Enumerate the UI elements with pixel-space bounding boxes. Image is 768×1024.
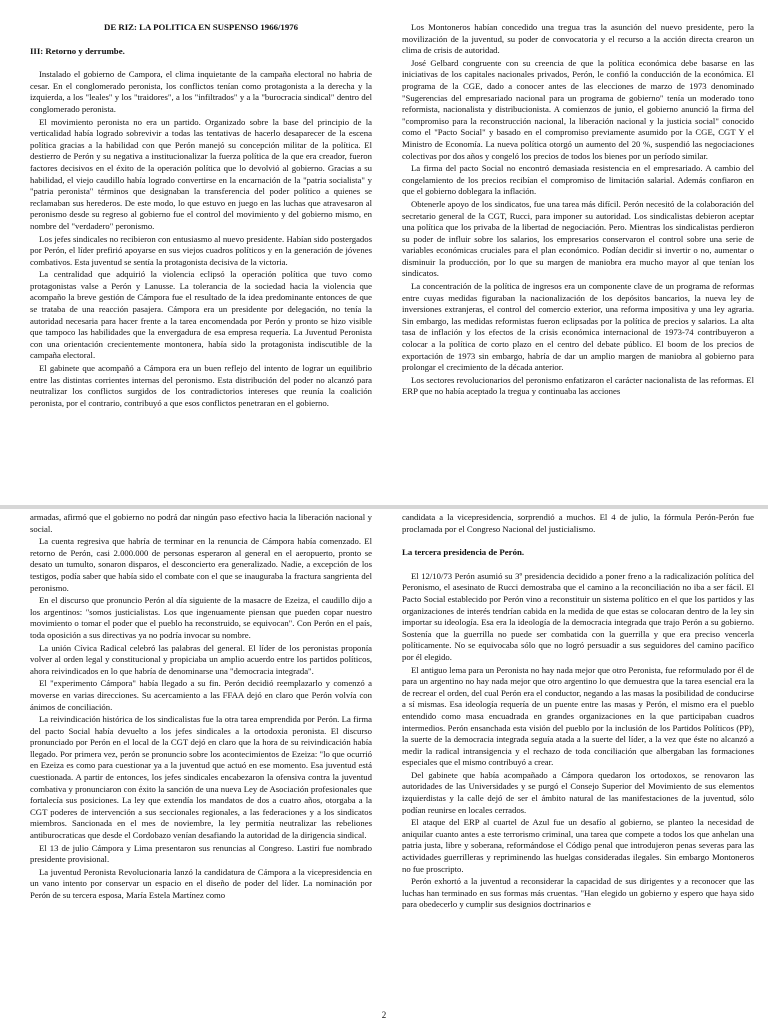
bottom-spread <box>0 508 768 1008</box>
top-left-column <box>0 0 380 506</box>
bottom-left-column <box>0 508 380 1008</box>
section-heading-tercera-presidencia: La tercera presidencia de Perón. <box>402 547 525 558</box>
top-spread <box>0 0 768 506</box>
paragraph: Perón exhortó a la juventud a reconsiderar la capacidad de sus dirigentes y a reconocer que las luchas han terminado en sus formas más cruentas. "Han elegido un gobierno y espero que haya sido para obedecerlo y cumplir sus designios doctrinarios e <box>402 876 754 910</box>
document-title: DE RIZ: LA POLITICA EN SUSPENSO 1966/1976 <box>103 22 299 32</box>
top-right-column <box>388 0 768 506</box>
paragraph: La reivindicación histórica de los sindicalistas fue la otra tarea emprendida por Perón. La firma del pacto Social había devuelto a los jefes sindicales a la ortodoxia peronista. El discurso pronunciado por Perón en el local de la CGT dejó en claro que la hora de su reivindicación había llegado. Por primera vez, perón se pronuncio sobre los acontecimientos de Ezeiza: "lo que ocurrió en Ezeiza es como para cuestionar ya a la juventud que actuó en ese momento. Esa juventud está cuestionada. A partir de entonces, los jefes sindicales encabezaron la ofensiva contra la juventud combativa y pronunciaron con éxito la sanción de una nueva Ley de Asociación profesionales que fortalecía sus posiciones. La ley que extendía los mandatos de dos a cuatro años, otorgaba a la CGT poderes de intervención a sus seccionales regionales, a las federaciones y a los sindicatos miembros. Sancionada en el mes de noviembre, la ley permitía neutralizar las rebeliones antiburocraticas que desde el Cordobazo venían desafiando la autoridad de la dirigencia sindical. <box>30 714 372 841</box>
paragraph: candidata a la vicepresidencia, sorprendió a muchos. El 4 de julio, la fórmula Perón-Perón fue proclamada por el Congreso Nacional del justicialismo. <box>402 512 754 534</box>
paragraph: El gabinete que acompañó a Cámpora era un buen reflejo del intento de lograr un equilibrio entre las distintas corrientes internas del peronismo. Esta distribución del poder no alcanzó para neutralizar los conflictos surgidos de los contradictorios intereses que reunía la coalición peronista, por el contrario, contribuyó a que esos conflictos penetraran en el gobierno. <box>30 363 372 408</box>
page-number: 2 <box>381 1010 387 1020</box>
paragraph: La centralidad que adquirió la violencia eclipsó la operación política que tuvo como protagonistas valse a Perón y Lanusse. La tolerancia de la sociedad hacia la violencia que acompaño la breve gestión de Cámpora fue el resultado de la idea predominante entonces de que se trataba de una reacción pasajera. Cámpora era un presidente por delegación, no tenía la autoridad necesaria para hacer frente a la tarea encomendada por Perón y pronto se hizo visible que tampoco las habilidades que la envergadura de esa empresa requería. La Juventud Peronista con una orientación crecientemente montonera, había sido la protagonista indiscutible de la campaña electoral. <box>30 269 372 361</box>
paragraph: El movimiento peronista no era un partido. Organizado sobre la base del principio de la verticalidad había logrado sobrevivir a todas las tentativas de hacerlo desaparecer de la escena política gracias a la habilidad con que Perón manejó su concepción militar de la política. El destierro de Perón y su negativa a institucionalizar la fuerza política de la que era creador, fueron factores decisivos en el éxito de la operación política que lo devolvió al gobierno. Gracias a su habilidad, el viejo caudillo había logrado convertirse en la encarnación de la "patria socialista" y "patria peronista" términos que designaban la transferencia del poder político a quienes se reclamaban sus herederos. De este modo, lo que estuvo en juego en las luchas que atravesaron al peronismo desde su regreso al gobierno fue el control del movimiento y del gobierno mismo, en nombre del "verdadero" peronismo. <box>30 116 372 231</box>
paragraph: El ataque del ERP al cuartel de Azul fue un desafío al gobierno, se planteo la necesidad de aniquilar cuanto antes a este terrorismo criminal, una tarea que compete a todos los que anhelan una patria justa, libre y soberana, reformándose el Código penal que introdujeron penas severas para las actividades guerrilleras y repriminendo las huelgas consideradas ilegales. Sin embargo Montoneros no fue proscripto. <box>402 817 754 874</box>
paragraph: armadas, afirmó que el gobierno no podrá dar ningún paso efectivo hacia la liberación nacional y social. <box>30 512 372 534</box>
section-heading-retorno: III: Retorno y derrumbe. <box>30 45 125 56</box>
paragraph: La cuenta regresiva que habría de terminar en la renuncia de Cámpora había comenzado. El retorno de Perón, casi 2.000.000 de personas esperaron al general en el aeropuerto, pronto se desato un tumulto, sonaron disparos, el desconcierto era generalizado. Nadie, a excepción de los testigos, podía saber que había sido el combate con el que se inauguraba la fractura sangrienta del peronismo. <box>30 536 372 593</box>
paragraph: La firma del pacto Social no encontró demasiada resistencia en el empresariado. A cambio del congelamiento de los precios recibían el compromiso de limitación salarial. Además confiaron en que el gobierno doblegara la inflación. <box>402 163 754 197</box>
paragraph: Los jefes sindicales no recibieron con entusiasmo al nuevo presidente. Habían sido postergados por Perón, el líder prefirió apoyarse en sus viejos cuadros políticos y en la generación de jóvenes combativos. Esta juventud se sentía la protagonista decisiva de la victoria. <box>30 233 372 267</box>
paragraph: El 13 de julio Cámpora y Lima presentaron sus renuncias al Congreso. Lastiri fue nombrado presidente provisional. <box>30 842 372 865</box>
paragraph: La unión Cívica Radical celebró las palabras del general. El líder de los peronistas proponía volver al orden legal y constitucional y propiciaba un amplio acuerdo entre los partidos políticos, ahora reivindicados en lo que habría de denominarse una "democracia integrada". <box>30 642 372 676</box>
paragraph: Los sectores revolucionarios del peronismo enfatizaron el carácter nacionalista de las reformas. El ERP que no había aceptado la tregua y continuaba las acciones <box>402 374 754 397</box>
paragraph: La juventud Peronista Revolucionaria lanzó la candidatura de Cámpora a la vicepresidencia en un vano intento por conservar un espacio en el diseño de poder del líder. La nominación por Perón de su tercera esposa, María Estela Martínez como <box>30 866 372 900</box>
paragraph: El antiguo lema para un Peronista no hay nada mejor que otro Peronista, fue reformulado por él de para un argentino no hay nada mejor que otro argentino lo que demuestra que la tarea esencial era la de recrear el orden, del cual Perón era el conductor, negando a las masas la posibilidad de conducirse a sí mismas. Esa ideología requería de un puente entre las masas y Perón, el mismo era el pueblo entendido como masa encuadrada en grandes organizaciones en la que participaban cuadros intermedios. Perón ensanchada esta visión del pueblo por la inclusión de los Partidos Políticos (PP), la suerte de la democracia integrada seguía atada a la suerte del líder, a la vez que éste no alcanzó a medir la radical intransigencia y el rechazo de toda conciliación que albergaban las formaciones especiales que el mismo contribuyó a crear. <box>402 664 754 768</box>
paragraph: Del gabinete que había acompañado a Cámpora quedaron los ortodoxos, se renovaron las autoridades de las Universidades y se purgó el Consejo Superior del Movimiento de sus elementos izquierdistas y la calle dejó de ser el ámbito natural de las manifestaciones de la juventud, sólo podían reunirse en locales cerrados. <box>402 769 754 815</box>
paragraph: Instalado el gobierno de Campora, el clima inquietante de la campaña electoral no habria de cesar. En el conglomerado peronista, los conflictos tenían como protagonista a la derecha y la izquierda, a los "leales" y los "traidores", a los "infiltrados" y a la "burocracia sindical" dentro del conglomerado peronista. <box>30 69 372 114</box>
paragraph: José Gelbard congruente con su creencia de que la política económica debe basarse en las iniciativas de los capitales nacionales privados, Perón, le confió la conducción de la económica. El programa de la CGE, dado a conocer antes de las elecciones de marzo de 1973 denominado "Sugerencias del empresariado nacional para un programa de gobierno" tenía un moderado tono reformista, nacionalista y distribucionista. A comienzos de junio, el gobierno anunció la firma del "compromiso para la reconstrucción nacional, la liberación nacional y la justicia social" conocido como el "Pacto Social" y basado en el compromiso previamente asumido por la CGE, CGT Y el Ministro de Economía. La nueva política otorgó un aumento del 20 %, suspendió las negociaciones colectivas por dos años y congeló los precios de todos los bienes por un período similar. <box>402 57 754 161</box>
paragraph: Los Montoneros habían concedido una tregua tras la asunción del nuevo presidente, pero la movilización de la juventud, su poder de convocatoria y el recurso a la acción directa crearon un clima de crisis de autoridad. <box>402 22 754 56</box>
paragraph: El "experimento Cámpora" había llegado a su fin. Perón decidió reemplazarlo y comenzó a moverse en varias direcciones. Su acercamiento a las FFAA dejó en claro que Perón volvía con ánimos de conciliación. <box>30 678 372 712</box>
paragraph: En el discurso que pronuncio Perón al día siguiente de la masacre de Ezeiza, el caudillo dijo a los argentinos: "somos justicialistas. Los que ingenuamente piensan que pueden copar nuestro movimiento o tomar el poder que el pueblo ha reconstruido, se equivocan". Con Perón en el país, toda oposición a sus directivas ya no podría invocar su nombre. <box>30 595 372 640</box>
paragraph: El 12/10/73 Perón asumió su 3º presidencia decidido a poner freno a la radicalización política del Peronismo, el asesinato de Rucci demostraba que el camino a la reconciliación no iba a ser fácil. El Pacto Social establecido por Perón vino a reconstituir un sistema político en el que los partidos y las organizaciones de interés tendrían cabida en la medida de que estas se colocaran dentro de la ley sin importar su ideología. Esa era la ideología de la democracia integrada que trajo Perón a su gobierno. Sostenía que la guerrilla no puede ser combatida con la guerrilla y que era preciso vencerla políticamente. No se equivocaba sólo que no logró persuadir a sus seguidores del camino pacífico por él elegido. <box>402 570 754 662</box>
bottom-right-column <box>388 508 768 1008</box>
paragraph: La concentración de la política de ingresos era un componente clave de un programa de reformas entre cuyas medidas figuraban la nacionalización de los depósitos bancarios, la nueva ley de inversiones extranjeras, el control del comercio exterior, una reforma impositiva y una ley agraria. Sin embargo, las medidas reformistas fueron eclipsadas por la política de precios y salarios. La alta tasa de inflación y los efectos de la crisis económica internacional de 1973-74 contribuyeron a colocar a la política de corto plazo en el centro del debate público. El boom de los precios de exportación de 1973 sin embargo, habría de dar un amplio margen de maniobra al gobierno para prolongar el crecimiento de la década anterior. <box>402 281 754 373</box>
paragraph: Obtenerle apoyo de los sindicatos, fue una tarea más difícil. Perón necesitó de la colaboración del secretario general de la CGT, Rucci, para imponer su autoridad. Los sindicalistas debieron aceptar una política que los privaba de la libertad de negociación. Pero. Mientras los sindicalistas perdieron su poder de influir sobre los salarios, los empresarios conservaron el control sobre una serie de variables económicas cruciales para el plan económico. Podían decidir si invertir o no, aumentar o disminuir la producción, por lo que su margen de maniobra era mucho mayor al que tenían los sindicatos. <box>402 198 754 279</box>
